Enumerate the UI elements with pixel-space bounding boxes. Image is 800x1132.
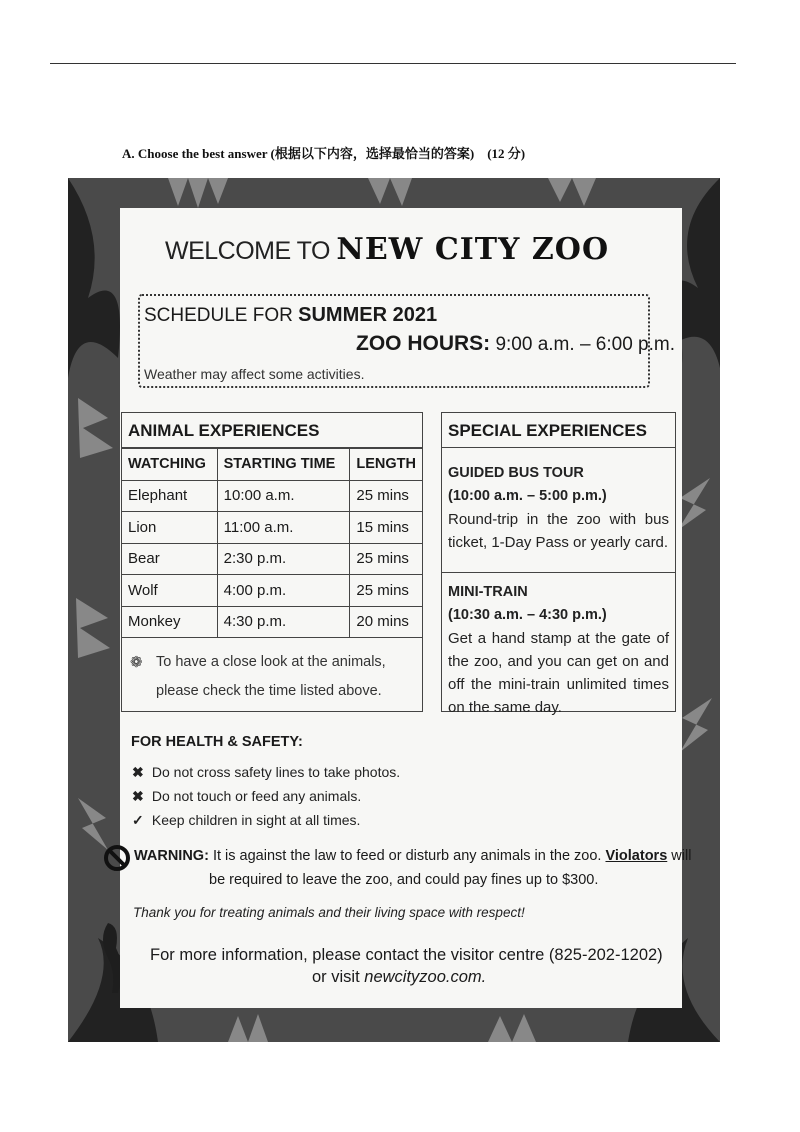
prohibited-icon <box>104 845 130 871</box>
schedule-title <box>144 304 437 327</box>
mini-train-time: (10:30 a.m. – 4:30 p.m.) <box>448 607 607 623</box>
bus-tour-text: Round-trip in the zoo with bus ticket, 1-Day Pass or yearly card. <box>448 511 669 551</box>
flower-bullet-icon: ❁ <box>130 654 143 671</box>
table-cell: Elephant <box>122 480 217 512</box>
mini-train-text: Get a hand stamp at the gate of the zoo, and you can get on and off the mini-train unlimited times on the same day. <box>448 630 669 716</box>
table-cell: Bear <box>122 543 217 575</box>
safety-rule-text: Do not cross safety lines to take photos. <box>151 764 401 780</box>
zoo-hours <box>356 332 675 356</box>
website-line <box>312 968 486 987</box>
table-cell: 4:30 p.m. <box>217 606 350 638</box>
bus-tour-time: (10:00 a.m. – 5:00 p.m.) <box>448 488 607 504</box>
table-row <box>122 543 422 575</box>
schedule-prefix: SCHEDULE FOR <box>144 305 293 326</box>
warning-label: WARNING: <box>134 848 209 864</box>
warning-text: It is against the law to feed or disturb any animals in the zoo. <box>212 848 602 864</box>
table-row <box>122 480 422 512</box>
health-safety-title: FOR HEALTH & SAFETY: <box>131 734 303 750</box>
animal-experiences-title: ANIMAL EXPERIENCES <box>122 413 422 448</box>
safety-rule <box>132 788 361 805</box>
warning-line-2: be required to leave the zoo, and could pay fines up to $300. <box>209 872 599 888</box>
welcome-heading <box>165 232 609 267</box>
top-rule <box>50 63 736 64</box>
safety-rule <box>132 764 400 781</box>
column-header: LENGTH <box>350 449 422 481</box>
hours-label: ZOO HOURS: <box>356 332 491 355</box>
schedule-season: SUMMER 2021 <box>298 304 438 326</box>
bus-tour-title: GUIDED BUS TOUR <box>448 465 584 481</box>
animal-note-text: To have a close look at the animals, please check the time listed above. <box>156 654 386 699</box>
table-cell: 11:00 a.m. <box>217 512 350 544</box>
table-row <box>122 512 422 544</box>
table-cell: Monkey <box>122 606 217 638</box>
question-instruction: A. Choose the best answer (根据以下内容，选择最恰当的答案) (12 分) <box>122 146 526 161</box>
violators-text: Violators <box>605 848 668 864</box>
table-cell: Wolf <box>122 575 217 607</box>
table-cell: 25 mins <box>350 543 422 575</box>
table-header-row <box>122 449 422 481</box>
special-experiences-box <box>441 412 676 716</box>
weather-note: Weather may affect some activities. <box>144 366 365 382</box>
table-cell: 2:30 p.m. <box>217 543 350 575</box>
website-prefix: or visit <box>312 968 360 986</box>
mini-train-title: MINI-TRAIN <box>448 584 528 600</box>
column-header: WATCHING <box>122 449 217 481</box>
table-row <box>122 575 422 607</box>
table-cell: 25 mins <box>350 480 422 512</box>
warning-text-end: will <box>671 848 692 864</box>
contact-line: For more information, please contact the visitor centre (825-202-1202) <box>150 946 663 964</box>
safety-rule-text: Do not touch or feed any animals. <box>151 788 362 804</box>
animal-experiences-box <box>121 412 423 712</box>
cross-icon: ✖ <box>132 788 144 804</box>
hours-value: 9:00 a.m. – 6:00 p.m. <box>495 334 675 355</box>
animal-schedule-table <box>122 448 422 638</box>
table-cell: 15 mins <box>350 512 422 544</box>
zoo-name: NEW CITY ZOO <box>336 232 610 267</box>
table-cell: 4:00 p.m. <box>217 575 350 607</box>
thank-you-note: Thank you for treating animals and their living space with respect! <box>133 905 525 920</box>
website-link[interactable]: newcityzoo.com. <box>364 968 487 986</box>
table-cell: 10:00 a.m. <box>217 480 350 512</box>
table-cell: 25 mins <box>350 575 422 607</box>
check-icon: ✓ <box>132 812 144 828</box>
table-row <box>122 606 422 638</box>
cross-icon: ✖ <box>132 764 144 780</box>
animal-note <box>122 638 422 706</box>
column-header: STARTING TIME <box>217 449 350 481</box>
mini-train-section <box>442 573 675 719</box>
safety-rule-text: Keep children in sight at all times. <box>151 812 361 828</box>
table-cell: Lion <box>122 512 217 544</box>
safety-rule <box>132 812 360 829</box>
table-cell: 20 mins <box>350 606 422 638</box>
warning-line-1 <box>134 848 691 864</box>
welcome-prefix: WELCOME TO <box>165 237 330 265</box>
special-experiences-title: SPECIAL EXPERIENCES <box>442 413 675 448</box>
guided-bus-tour-section <box>442 448 675 573</box>
